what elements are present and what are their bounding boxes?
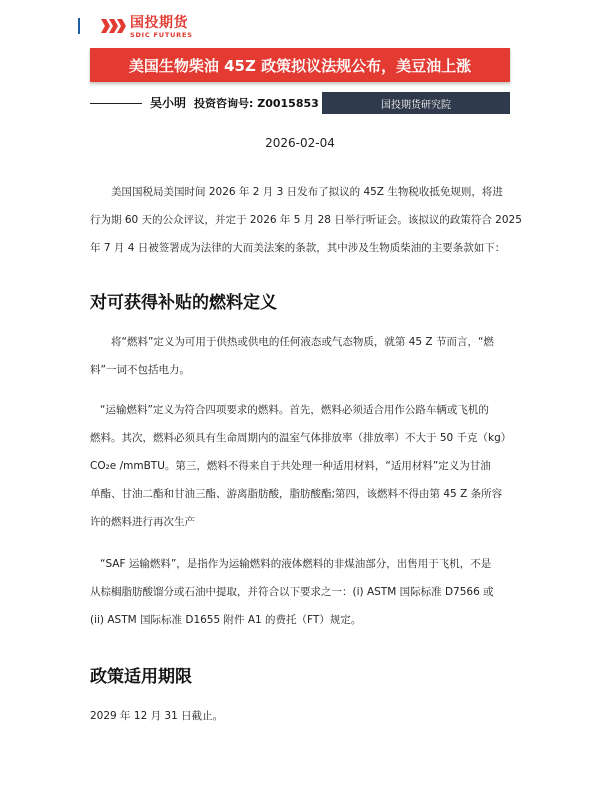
author-name: 吴小明: [150, 96, 187, 110]
sdic-logo-icon: [100, 16, 126, 36]
policy-period-paragraph: [90, 702, 510, 730]
company-logo: [100, 16, 193, 40]
fuel-definition-line: 料”一词不包括电力。: [90, 364, 190, 376]
transport-fuel-line: 单酯、甘油二酯和甘油三酯、游离脂肪酸，脂肪酸酯;第四，该燃料不得由第 45 Z 条所容: [90, 488, 503, 500]
header-accent-bar: [78, 18, 80, 34]
transport-fuel-line: 许的燃料进行再次生产: [90, 516, 195, 528]
institute-name: 国投期货研究院: [381, 99, 451, 111]
transport-fuel-line: CO₂e /mmBTU。第三，燃料不得来自于共处理一种适用材料，“适用材料”定义为甘油: [90, 460, 491, 472]
logo-name-cn: 国投期货: [130, 15, 188, 31]
section-heading-policy-period: 政策适用期限: [90, 667, 192, 687]
transport-fuel-paragraph: [90, 396, 510, 536]
saf-line: 从棕榈脂肪酸馏分或石油中提取，并符合以下要求之一：(i) ASTM 国际标准 D7566 或: [90, 586, 494, 598]
author-row: [90, 92, 510, 114]
saf-line: (ii) ASTM 国际标准 D1655 附件 A1 的费托（FT）规定。: [90, 614, 362, 626]
fuel-definition-line: 将“燃料”定义为可用于供热或供电的任何液态或气态物质，就第 45 Z 节而言，“燃: [111, 336, 494, 348]
report-title: 美国生物柴油 45Z 政策拟议法规公布，美豆油上涨: [128, 56, 472, 75]
policy-period-text: 2029 年 12 月 31 日截止。: [90, 710, 224, 722]
report-title-banner: [90, 48, 510, 82]
fuel-definition-paragraph: [90, 328, 510, 384]
saf-paragraph: [90, 550, 510, 634]
institute-badge: [322, 92, 510, 114]
intro-line: 年 7 月 4 日被签署成为法律的大而美法案的条款，其中涉及生物质柴油的主要条款如下：: [90, 242, 506, 254]
section-heading-fuel-definition: 对可获得补贴的燃料定义: [90, 293, 277, 313]
author-divider-line: [90, 103, 142, 104]
report-date: 2026-02-04: [265, 136, 335, 150]
intro-line: 行为期 60 天的公众评议，并定于 2026 年 5 月 28 日举行听证会。该拟议的政策符合 2025: [90, 214, 522, 226]
logo-name-en: SDIC FUTURES: [130, 31, 193, 39]
saf-line: “SAF 运输燃料”，是指作为运输燃料的液体燃料的非煤油部分，出售用于飞机，不是: [100, 558, 492, 570]
intro-paragraph: [90, 178, 522, 262]
transport-fuel-line: “运输燃料”定义为符合四项要求的燃料。首先，燃料必须适合用作公路车辆或飞机的: [100, 404, 489, 416]
transport-fuel-line: 燃料。其次，燃料必须具有生命周期内的温室气体排放率（排放率）不大于 50 千克（kg）: [90, 432, 512, 444]
author-certificate: 投资咨询号: Z0015853: [194, 97, 319, 110]
intro-line: 美国国税局美国时间 2026 年 2 月 3 日发布了拟议的 45Z 生物税收抵免规则，将进: [111, 186, 503, 198]
